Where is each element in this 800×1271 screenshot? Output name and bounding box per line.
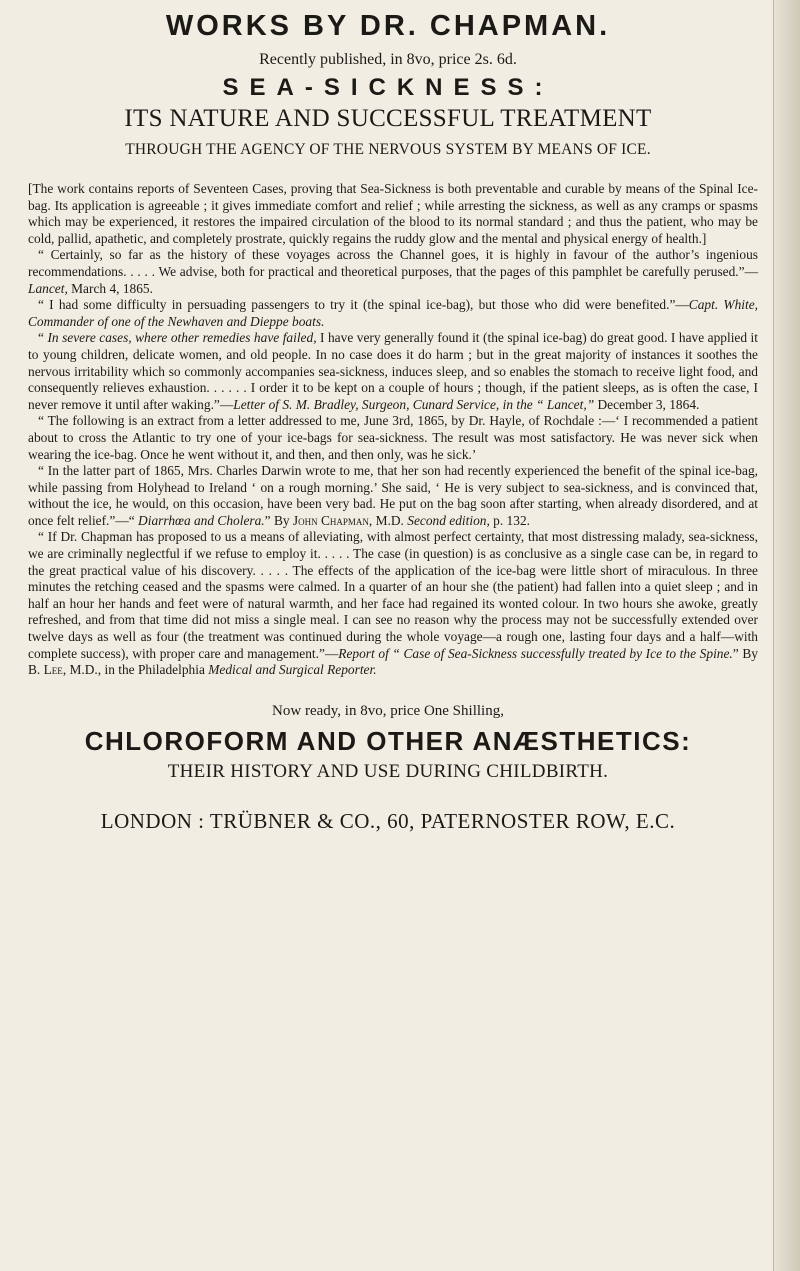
lee-journal: Medical and Surgical Reporter.: [208, 662, 377, 678]
book-subtitle: ITS NATURE AND SUCCESSFUL TREATMENT: [124, 105, 652, 132]
darwin-source: Diarrhœa and Cholera.: [138, 512, 265, 528]
bradley-letter-paragraph: [28, 330, 758, 413]
second-book-title: CHLOROFORM AND OTHER ANÆSTHETICS:: [84, 725, 692, 756]
lee-report-paragraph: [28, 529, 758, 678]
lancet-source: Lancet,: [28, 280, 68, 296]
lancet-review-text: “ Certainly, so far as the history of these voyages across the Channel goes, it is highly in favour of the author’s ingenious recommendations. . . . . We advise, both for practical and theoretical purposes, that the pages of this pamphlet be carefully perused.”—: [28, 247, 758, 279]
reviews-body: [18, 181, 758, 679]
darwin-author: John Chapman: [292, 512, 369, 528]
lancet-review-paragraph: [28, 247, 758, 297]
darwin-after: , M.D.: [368, 512, 408, 528]
bradley-date: December 3, 1864.: [594, 396, 700, 412]
work-summary-paragraph: [The work contains reports of Seventeen Cases, proving that Sea-Sickness is both preventable and curable by means of the Spinal Ice-bag. Its application is agreeable ; it gives immediate comfort and relief ; while arresting the sickness, as well as any cramps or spasms which may be experienced, it restores the impaired circulation of the blood to its normal standard ; and thus the patient, who may be cold, pallid, apathetic, and completely prostrate, quickly regains the ruddy glow and the mental and physical energy of health.]: [28, 181, 758, 246]
book-title: SEA-SICKNESS:: [222, 74, 554, 101]
darwin-edition: Second edition,: [407, 512, 490, 528]
now-ready-note: Now ready, in 8vo, price One Shilling,: [272, 702, 504, 719]
lee-report-source: Report of “ Case of Sea-Sickness successfully treated by Ice to the Spine.: [338, 645, 733, 661]
darwin-page: p. 132.: [489, 512, 530, 528]
bradley-source: Letter of S. M. Bradley, Surgeon, Cunard Service, in the “ Lancet,”: [233, 396, 595, 412]
lee-mid: ” By: [732, 645, 758, 661]
lee-after: , M.D., in the Philadelphia: [62, 662, 209, 678]
captain-white-source: Capt. White, Commander of one of the Newhaven and Dieppe boats.: [28, 297, 758, 329]
captain-white-paragraph: [28, 297, 758, 330]
page-edge-decoration: [773, 0, 800, 1271]
lee-report-text: “ If Dr. Chapman has proposed to us a means of alleviating, with almost perfect certainty, that most distressing malady, sea-sickness, we are criminally neglectful if we refuse to employ it. . . . . The case (in question) is as conclusive as a single case can be, in regard to the great practical value of his discovery. . . . . The effects of the application of the ice-bag were little short of miraculous. In three minutes the retching ceased and the spasms were calmed. In a quarter of an hour she (the patient) had fallen into a quiet sleep ; and in half an hour her hands and feet were of natural warmth, and her face had regained its wonted colour. In two hours she awoke, greatly refreshed, and from that time did not miss a single meal. I can see no reason why the process may not be successfully extended over twelve days as well as four (the treatment was continued during the whole voyage—a rough one, lasting four days and a half—with complete success), with proper care and management.”—: [28, 529, 758, 661]
hayle-extract-paragraph: “ The following is an extract from a letter addressed to me, June 3rd, 1865, by Dr. Hayle, of Rochdale :—‘ I recommended a patient about to cross the Atlantic to try one of your ice-bags for sea-sickness. The result was most satisfactory. He was never sick when wearing the ice-bag. Once he went without it, and then, and then only, was he sick.’: [28, 413, 758, 462]
book-subtitle-secondary: THROUGH THE AGENCY OF THE NERVOUS SYSTEM BY MEANS OF ICE.: [125, 141, 651, 158]
page-title: WORKS BY DR. CHAPMAN.: [165, 10, 611, 42]
second-book-subtitle: THEIR HISTORY AND USE DURING CHILDBIRTH.: [167, 760, 609, 782]
publication-note: Recently published, in 8vo, price 2s. 6d.: [259, 51, 517, 68]
lancet-date: March 4, 1865.: [67, 280, 153, 296]
lee-author: B. Lee: [28, 662, 63, 678]
publisher-imprint: LONDON : TRÜBNER & CO., 60, PATERNOSTER ROW, E.C.: [100, 808, 676, 833]
darwin-paragraph: [28, 463, 758, 529]
darwin-text: “ In the latter part of 1865, Mrs. Charles Darwin wrote to me, that her son had recently experienced the benefit of the spinal ice-bag, while passing from Holyhead to Ireland ‘ on a rough morning.’ She said, ‘ He is very subject to sea-sickness, and is convinced that, without the ice, he would, on this occasion, have been very bad. He put on the bag soon after starting, when already disordered, and at once felt relief.”—“: [28, 463, 758, 528]
bradley-open-quote: “: [38, 330, 48, 346]
bradley-letter-text: I have very generally found it (the spinal ice-bag) do great good. I have applied it to young children, delicate women, and old people. In no case does it do harm ; but in the great majority of instances it soothes the nervous irritability which so commonly accompanies sea-sickness, induces sleep, and so enables the stomach to receive light food, and consequently relieves exhaustion. . . . . . I order it to be kept on a couple of hours ; though, if the patient sleeps, as is often the case, I never remove it until after waking.”—: [28, 330, 758, 412]
darwin-mid: ” By: [264, 512, 293, 528]
captain-white-text: “ I had some difficulty in persuading passengers to try it (the spinal ice-bag), but those who did were benefited.”—: [38, 297, 689, 313]
bradley-italic-phrase: In severe cases, where other remedies have failed,: [47, 330, 317, 346]
